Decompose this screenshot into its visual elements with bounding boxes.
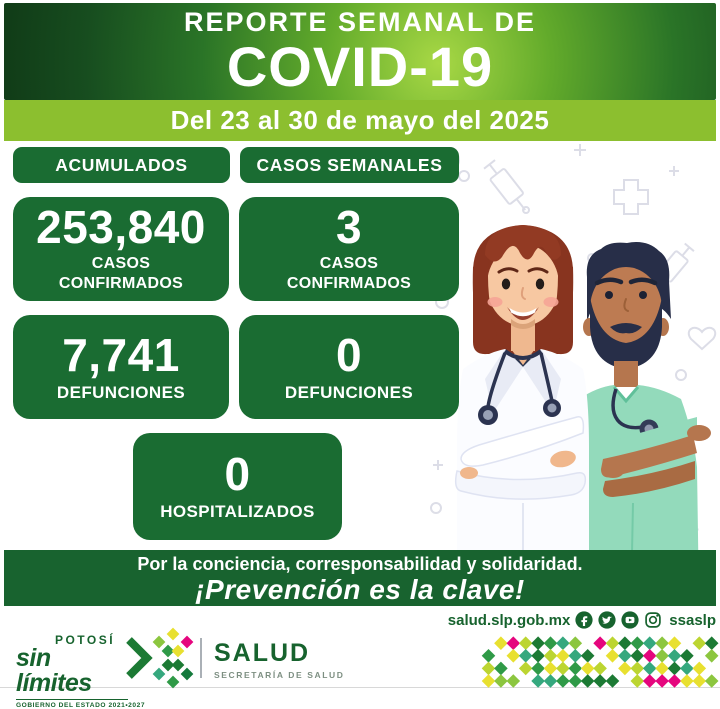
male-doctor: [573, 242, 711, 603]
card-hospitalized: [133, 433, 342, 540]
weekly-deaths-label: DEFUNCIONES: [284, 382, 414, 402]
accumulated-deaths-label: DEFUNCIONES: [56, 382, 186, 402]
date-range-banner: Del 23 al 30 de mayo del 2025: [4, 100, 716, 141]
footer-diamond-pattern: [482, 637, 716, 687]
message-banner: [4, 550, 716, 606]
twitter-icon: [598, 611, 616, 629]
accumulated-cases-label-line2: CONFIRMADOS: [58, 275, 184, 292]
hospitalized-value: 0: [224, 448, 251, 500]
tab-casos-semanales: CASOS SEMANALES: [240, 147, 459, 183]
social-handle: ssaslp: [669, 611, 716, 629]
potosi-logo: [16, 633, 146, 709]
accumulated-cases-value: 253,840: [36, 201, 206, 254]
card-weekly-cases: [239, 197, 459, 301]
tab-acumulados: ACUMULADOS: [13, 147, 230, 183]
report-header: [4, 3, 716, 100]
report-title-line1: REPORTE SEMANAL DE: [183, 6, 537, 37]
website-text: salud.slp.gob.mx: [447, 611, 571, 629]
accumulated-cases-label-line1: CASOS: [91, 255, 151, 273]
weekly-cases-label-line2: CONFIRMADOS: [286, 275, 412, 292]
potosi-wordmark-top: POTOSÍ: [54, 633, 116, 647]
weekly-cases-label-line1: CASOS: [319, 255, 379, 273]
accumulated-deaths-value: 7,741: [62, 328, 180, 381]
salud-subtitle: SECRETARÍA DE SALUD: [214, 670, 345, 680]
card-accumulated-cases: [13, 197, 229, 301]
hospitalized-label: HOSPITALIZADOS: [160, 502, 315, 521]
salud-title: SALUD: [214, 639, 311, 667]
instagram-icon: [644, 611, 662, 629]
card-weekly-deaths: [239, 315, 459, 419]
card-accumulated-deaths: [13, 315, 229, 419]
doctors-illustration: [435, 137, 716, 603]
weekly-deaths-value: 0: [335, 328, 363, 381]
potosi-government-line: GOBIERNO DEL ESTADO 2021•2027: [16, 699, 128, 709]
logo-divider: [200, 638, 202, 678]
banner-line1: Por la conciencia, corresponsabilidad y solidaridad.: [137, 554, 583, 574]
weekly-cases-value: 3: [335, 201, 363, 254]
facebook-icon: [575, 611, 593, 629]
potosi-wordmark-main: sin límites: [16, 644, 92, 697]
youtube-icon: [621, 611, 639, 629]
social-row: [448, 610, 716, 630]
banner-line2: ¡Prevención es la clave!: [195, 573, 525, 605]
female-doctor: [456, 225, 589, 603]
potosi-x-icon: [126, 629, 192, 687]
report-title-line2: COVID-19: [226, 34, 494, 98]
salud-logo: [214, 641, 345, 680]
